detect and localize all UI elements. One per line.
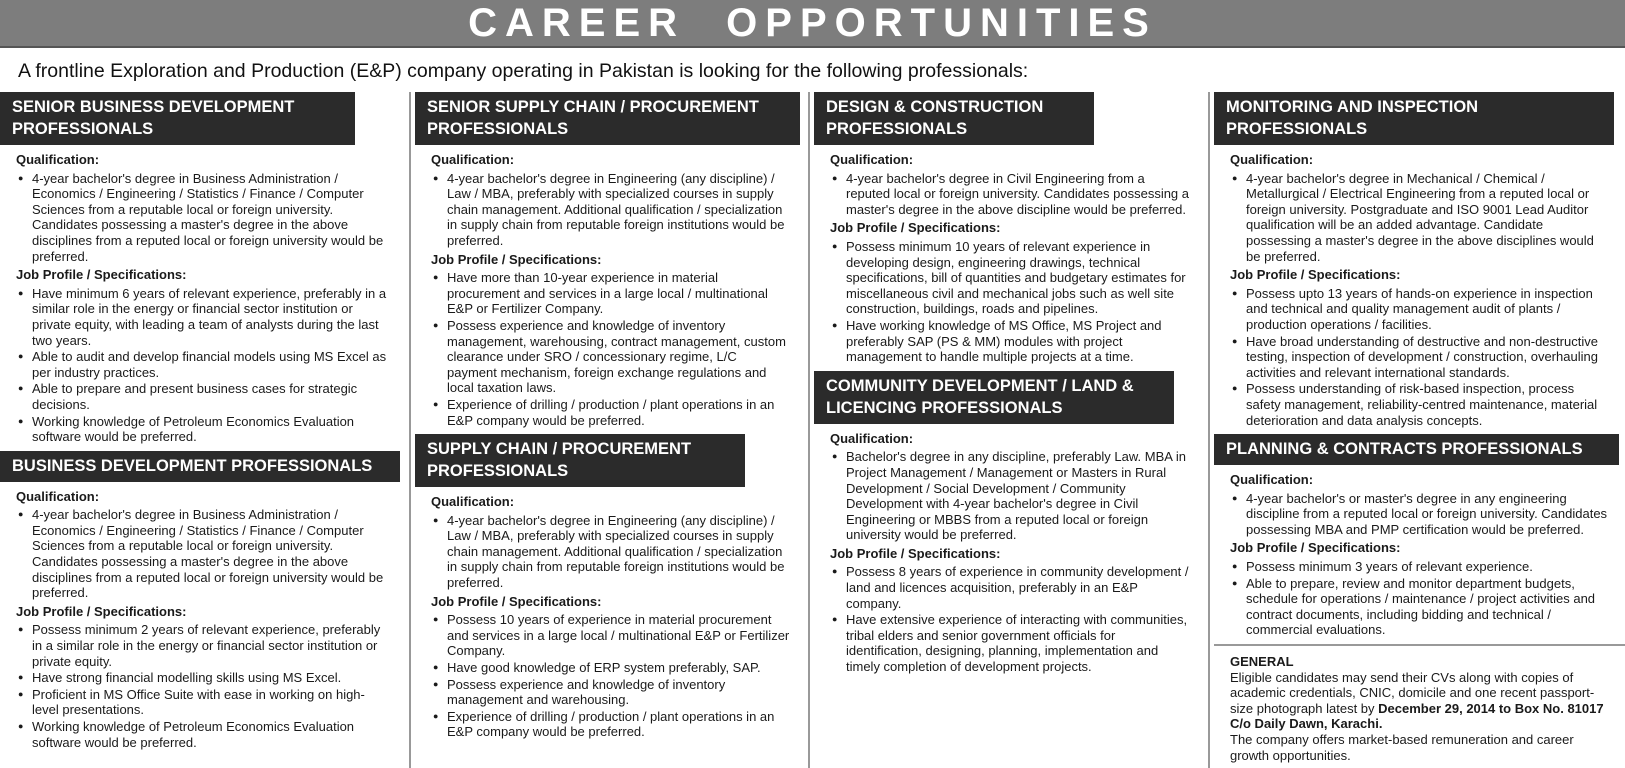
job-profile-label: Job Profile / Specifications: [830, 220, 1001, 236]
section-header: DESIGN & CONSTRUCTION PROFESSIONALS [814, 92, 1094, 145]
job-profile-list [16, 286, 391, 445]
qualification-list [431, 171, 790, 249]
job-profile-list [431, 270, 790, 428]
bullet-item: ● 4-year bachelor's degree in Business Administration / Economics / Engineering / Statistics / Finance / Computer Sciences from a reputable local or foreign university. Candidates possessing a master's degree in the above disciplines from a reputed local or foreign university would be preferred. [16, 507, 391, 601]
bullet-item: ● 4-year bachelor's degree in Civil Engineering from a reputed local or foreign university. Candidates possessing a master's degree in the above discipline would be preferred. [830, 171, 1189, 218]
bullet-item: ● Possess understanding of risk-based inspection, process safety management, reliability-centred maintenance, material deterioration and data analysis concepts. [1230, 381, 1611, 428]
bullet-item: ● Working knowledge of Petroleum Economics Evaluation software would be preferred. [16, 719, 391, 750]
general-section [1214, 646, 1625, 763]
section-body [814, 424, 1203, 675]
general-title: GENERAL [1230, 654, 1294, 670]
qualification-list [830, 449, 1189, 543]
general-remuneration: The company offers market-based remuneration and career growth opportunities. [1230, 732, 1574, 763]
section-body [415, 487, 804, 740]
bullet-item: ● 4-year bachelor's degree in Mechanical / Chemical / Metallurgical / Electrical Engineering from a reputed local or foreign university. Postgraduate and ISO 9001 Lead Auditor qualification will be an added advantage. Candidate possessing a master's degree in the above disciplines would be preferred. [1230, 171, 1611, 265]
section-design-construction [814, 92, 1203, 365]
job-profile-list [1230, 559, 1611, 638]
bullet-item: ● Working knowledge of Petroleum Economics Evaluation software would be preferred. [16, 414, 391, 445]
bullet-item: ● Possess minimum 3 years of relevant experience. [1230, 559, 1611, 575]
qualification-list [1230, 491, 1611, 538]
bullet-item: ● 4-year bachelor's degree in Engineering (any discipline) / Law / MBA, preferably with specialized courses in supply chain management. Additional qualification / specialization in supply chain from reputable foreign institutions would be preferred. [431, 171, 790, 249]
job-profile-label: Job Profile / Specifications: [16, 603, 187, 619]
section-header: COMMUNITY DEVELOPMENT / LAND & LICENCING PROFESSIONALS [814, 371, 1174, 424]
section-header: BUSINESS DEVELOPMENT PROFESSIONALS [0, 451, 400, 482]
bullet-item: ● Able to prepare and present business cases for strategic decisions. [16, 381, 391, 412]
column-3 [808, 92, 1203, 768]
section-header: SUPPLY CHAIN / PROCUREMENT PROFESSIONALS [415, 434, 745, 487]
bullet-item: ● Bachelor's degree in any discipline, preferably Law. MBA in Project Management / Management or Masters in Rural Development / Social Development / Community Development with 4-year bachelor's degree in Civil Engineering or MBBS from a reputed local or foreign university would be preferred. [830, 449, 1189, 543]
section-body [415, 145, 804, 428]
bullet-item: ● Have working knowledge of MS Office, MS Project and preferably SAP (PS & MM) modules with project management to handle multiple projects at a time. [830, 318, 1189, 365]
bullet-item: ● Possess upto 13 years of hands-on experience in inspection and technical and quality management audit of plants / production operations / facilities. [1230, 286, 1611, 333]
column-2 [409, 92, 804, 768]
section-body [0, 482, 405, 751]
bullet-item: ● Able to prepare, review and monitor department budgets, schedule for operations / maintenance / project activities and contract documents, including bidding and technical / commercial evaluations. [1230, 576, 1611, 638]
bullet-item: ● Experience of drilling / production / plant operations in an E&P company would be preferred. [431, 709, 790, 740]
qualification-list [16, 171, 391, 265]
section-monitoring-inspection [1214, 92, 1625, 428]
qualification-label: Qualification: [431, 152, 515, 167]
section-body [814, 145, 1203, 365]
job-profile-list [830, 564, 1189, 674]
section-senior-supply-chain [415, 92, 804, 428]
qualification-label: Qualification: [830, 152, 914, 167]
bullet-item: ● Have good knowledge of ERP system preferably, SAP. [431, 660, 790, 676]
job-profile-label: Job Profile / Specifications: [830, 545, 1001, 561]
section-body [0, 145, 405, 445]
column-4 [1208, 92, 1625, 768]
qualification-list [830, 171, 1189, 218]
section-header: MONITORING AND INSPECTION PROFESSIONALS [1214, 92, 1614, 145]
qualification-label: Qualification: [16, 152, 100, 167]
bullet-item: ● Possess minimum 2 years of relevant experience, preferably in a similar role in the energy or financial sector institution or private equity. [16, 622, 391, 669]
bullet-item: ● Have extensive experience of interacting with communities, tribal elders and senior government officials for identification, designing, planning, implementation and timely completion of development projects. [830, 612, 1189, 674]
bullet-item: ● Possess 10 years of experience in material procurement and services in a large local / multinational E&P or Fertilizer Company. [431, 612, 790, 659]
bullet-item: ● Possess minimum 10 years of relevant experience in developing design, engineering drawings, technical specifications, bill of quantities and budgetary estimates for miscellaneous civil and mechanical jobs such as well site construction, buildings, roads and pipelines. [830, 239, 1189, 317]
qualification-label: Qualification: [431, 494, 515, 510]
bullet-item: ● Able to audit and develop financial models using MS Excel as per industry practices. [16, 349, 391, 380]
qualification-list [16, 507, 391, 601]
bullet-item: ● 4-year bachelor's degree in Business Administration / Economics / Engineering / Statistics / Finance / Computer Sciences from a reputable local or foreign university. Candidates possessing a master's degree in the above disciplines from a reputed local or foreign university would be preferred. [16, 171, 391, 265]
bullet-item: ● Have more than 10-year experience in material procurement and services in a large local / multinational E&P or Fertilizer Company. [431, 270, 790, 317]
bullet-item: ● Possess experience and knowledge of inventory management, warehousing, contract management, custom clearance under SRO / concessionary regime, L/C payment mechanism, foreign exchange regulations and local taxation laws. [431, 318, 790, 396]
bullet-item: ● Proficient in MS Office Suite with ease in working on high-level presentations. [16, 687, 391, 718]
bullet-item: ● Possess 8 years of experience in community development / land and licences acquisition, preferably in an E&P company. [830, 564, 1189, 611]
job-profile-list [830, 239, 1189, 365]
qualification-label: Qualification: [1230, 152, 1314, 167]
section-planning-contracts [1214, 434, 1625, 638]
intro-text: A frontline Exploration and Production (E&P) company operating in Pakistan is looking for the following professionals: [18, 60, 1029, 82]
job-profile-label: Job Profile / Specifications: [1230, 540, 1401, 556]
general-instructions: Eligible candidates may send their CVs along with copies of academic credentials, CNIC, domicile and one recent passport-size photograph latest by December 29, 2014 to Box No. 81017 C/o Daily Dawn, Karachi. [1230, 669, 1604, 732]
banner-title: CAREER OPPORTUNITIES [468, 0, 1157, 45]
bullet-item: ● 4-year bachelor's degree in Engineering (any discipline) / Law / MBA, preferably with specialized courses in supply chain management. Additional qualification / specialization in supply chain from reputable foreign institutions would be preferred. [431, 513, 790, 591]
bullet-item: ● Experience of drilling / production / plant operations in an E&P company would be preferred. [431, 397, 790, 428]
job-profile-list [16, 622, 391, 750]
qualification-label: Qualification: [16, 488, 100, 504]
qualification-label: Qualification: [830, 430, 914, 446]
job-profile-list [431, 612, 790, 740]
section-community-development [814, 371, 1203, 675]
qualification-list [431, 513, 790, 591]
section-business-development [0, 451, 405, 751]
section-body [1214, 465, 1625, 638]
qualification-list [1230, 171, 1611, 265]
job-profile-label: Job Profile / Specifications: [431, 593, 602, 609]
banner [0, 0, 1625, 48]
qualification-label: Qualification: [1230, 472, 1314, 488]
bullet-item: ● Possess experience and knowledge of inventory management and warehousing. [431, 677, 790, 708]
section-senior-business-development [0, 92, 405, 445]
job-profile-label: Job Profile / Specifications: [16, 267, 187, 283]
section-supply-chain [415, 434, 804, 740]
application-deadline: December 29, 2014 to Box No. 81017 C/o Daily Dawn, Karachi. [1230, 700, 1604, 732]
job-profile-list [1230, 286, 1611, 428]
job-profile-label: Job Profile / Specifications: [1230, 267, 1401, 283]
job-profile-label: Job Profile / Specifications: [431, 251, 602, 267]
bullet-item: ● Have broad understanding of destructive and non-destructive testing, inspection of development / construction, overhauling activities and relevant international standards. [1230, 334, 1611, 381]
bullet-item: ● 4-year bachelor's or master's degree in any engineering discipline from a reputed local or foreign university. Candidates possessing MBA and PMP certification would be preferred. [1230, 491, 1611, 538]
column-1 [0, 92, 405, 768]
section-body [1214, 145, 1625, 428]
section-header: SENIOR BUSINESS DEVELOPMENT PROFESSIONALS [0, 92, 355, 145]
section-header: PLANNING & CONTRACTS PROFESSIONALS [1214, 434, 1619, 465]
bullet-item: ● Have strong financial modelling skills using MS Excel. [16, 670, 391, 686]
section-header: SENIOR SUPPLY CHAIN / PROCUREMENT PROFESSIONALS [415, 92, 800, 145]
bullet-item: ● Have minimum 6 years of relevant experience, preferably in a similar role in the energy or financial sector institution or private equity, with leading a team of analysts during the last two years. [16, 286, 391, 348]
